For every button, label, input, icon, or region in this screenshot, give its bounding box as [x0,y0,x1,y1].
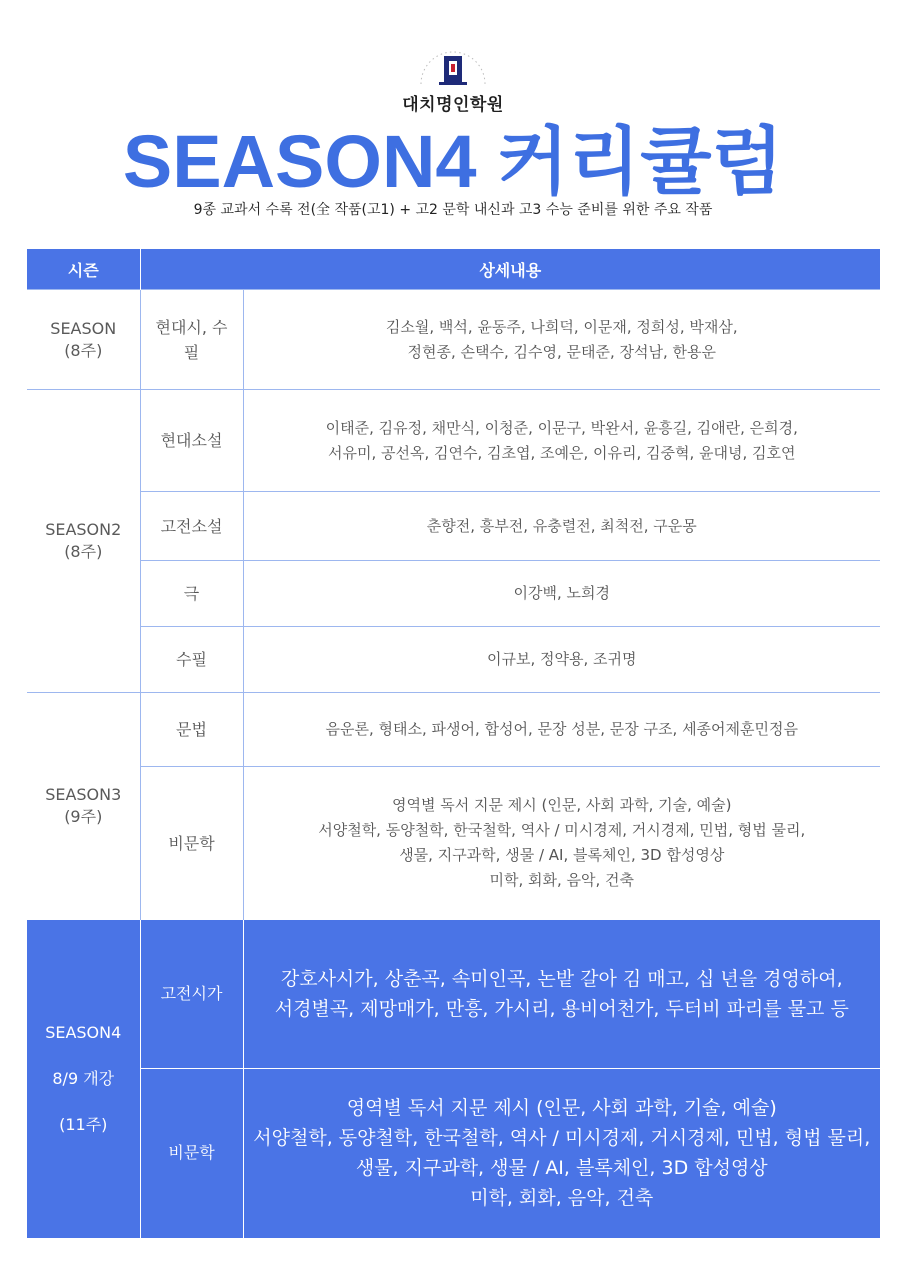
table-row [27,627,880,693]
table-row-highlighted [27,920,880,1069]
season-cell [27,290,140,390]
season-cell [27,390,140,693]
season-start-date: 8/9 개강 [52,1068,115,1088]
season-duration: (8주) [64,542,103,561]
detail-line: 춘향전, 흥부전, 유충렬전, 최척전, 구운몽 [426,516,697,535]
detail-line: 서양철학, 동양철학, 한국철학, 역사 / 미시경제, 거시경제, 민법, 형법 물리, [318,821,806,839]
season-cell [27,693,140,920]
season-cell [27,920,140,1238]
detail-cell [243,920,880,1069]
detail-cell [243,693,880,767]
season-name: SEASON2 [45,520,122,539]
table-row [27,693,880,767]
detail-line: 미학, 회화, 음악, 건축 [470,1187,654,1210]
category-cell: 현대소설 [140,390,243,492]
season-duration: (8주) [64,340,103,360]
logo-emblem-icon [411,44,495,90]
page-title: SEASON4 커리큘럼 [122,120,784,203]
table-header-row [27,249,880,290]
detail-cell [243,767,880,920]
category-cell: 수필 [140,627,243,693]
category-cell: 현대시, 수필 [140,290,243,390]
detail-cell [243,627,880,693]
detail-cell [243,390,880,492]
detail-line: 서양철학, 동양철학, 한국철학, 역사 / 미시경제, 거시경제, 민법, 형법 물리, [253,1127,871,1150]
detail-line: 이태준, 김유정, 채만식, 이청준, 이문구, 박완서, 윤흥길, 김애란, 은희경, [325,418,798,437]
table-row [27,492,880,561]
season-duration: (11주) [59,1114,108,1134]
detail-line: 강호사시가, 상춘곡, 속미인곡, 논밭 갈아 김 매고, 십 년을 경영하여, [280,968,843,990]
detail-line: 이강백, 노희경 [513,584,610,602]
season-duration: (9주) [64,807,103,826]
detail-cell [243,561,880,627]
category-cell: 극 [140,561,243,627]
detail-line: 정현종, 손택수, 김수영, 문태준, 장석남, 한용운 [407,342,717,361]
category-cell: 문법 [140,693,243,767]
category-cell: 비문학 [140,767,243,920]
detail-line: 영역별 독서 지문 제시 (인문, 사회 과학, 기술, 예술) [392,796,732,814]
detail-line: 생물, 지구과학, 생물 / AI, 블록체인, 3D 합성영상 [355,1157,768,1180]
table-row [27,767,880,920]
category-cell: 고전시가 [140,920,243,1069]
detail-line: 영역별 독서 지문 제시 (인문, 사회 과학, 기술, 예술) [346,1097,777,1120]
curriculum-table [27,249,880,1238]
category-cell: 고전소설 [140,492,243,561]
academy-name: 대치명인학원 [402,95,504,115]
category-cell: 비문학 [140,1069,243,1238]
column-header-details: 상세내용 [140,249,880,290]
detail-cell [243,290,880,390]
season-name: SEASON [50,318,117,338]
table-row-highlighted [27,1069,880,1238]
season-name: SEASON4 [45,1022,122,1042]
detail-line: 음운론, 형태소, 파생어, 합성어, 문장 성분, 문장 구조, 세종어제훈민정음 [325,720,798,738]
detail-line: 생물, 지구과학, 생물 / AI, 블록체인, 3D 합성영상 [399,846,725,864]
logo-emblem [411,44,495,90]
academy-logo [0,44,906,115]
table-row [27,390,880,492]
table-row [27,290,880,390]
detail-cell [243,1069,880,1238]
detail-line: 김소월, 백석, 윤동주, 나희덕, 이문재, 정희성, 박재삼, [385,317,738,336]
detail-line: 이규보, 정약용, 조귀명 [487,650,637,668]
detail-line: 미학, 회화, 음악, 건축 [489,871,635,889]
detail-line: 서유미, 공선옥, 김연수, 김초엽, 조예은, 이유리, 김중혁, 윤대녕, 김호연 [327,443,796,462]
table-row [27,561,880,627]
page-subtitle: 9종 교과서 수록 전(全 작품(고1) + 고2 문학 내신과 고3 수능 준비를 위한 주요 작품 [193,202,713,218]
column-header-season: 시즌 [27,249,140,290]
detail-line: 서경별곡, 제망매가, 만흥, 가시리, 용비어천가, 두터비 파리를 물고 등 [274,998,849,1020]
season-name: SEASON3 [45,785,122,804]
detail-cell [243,492,880,561]
